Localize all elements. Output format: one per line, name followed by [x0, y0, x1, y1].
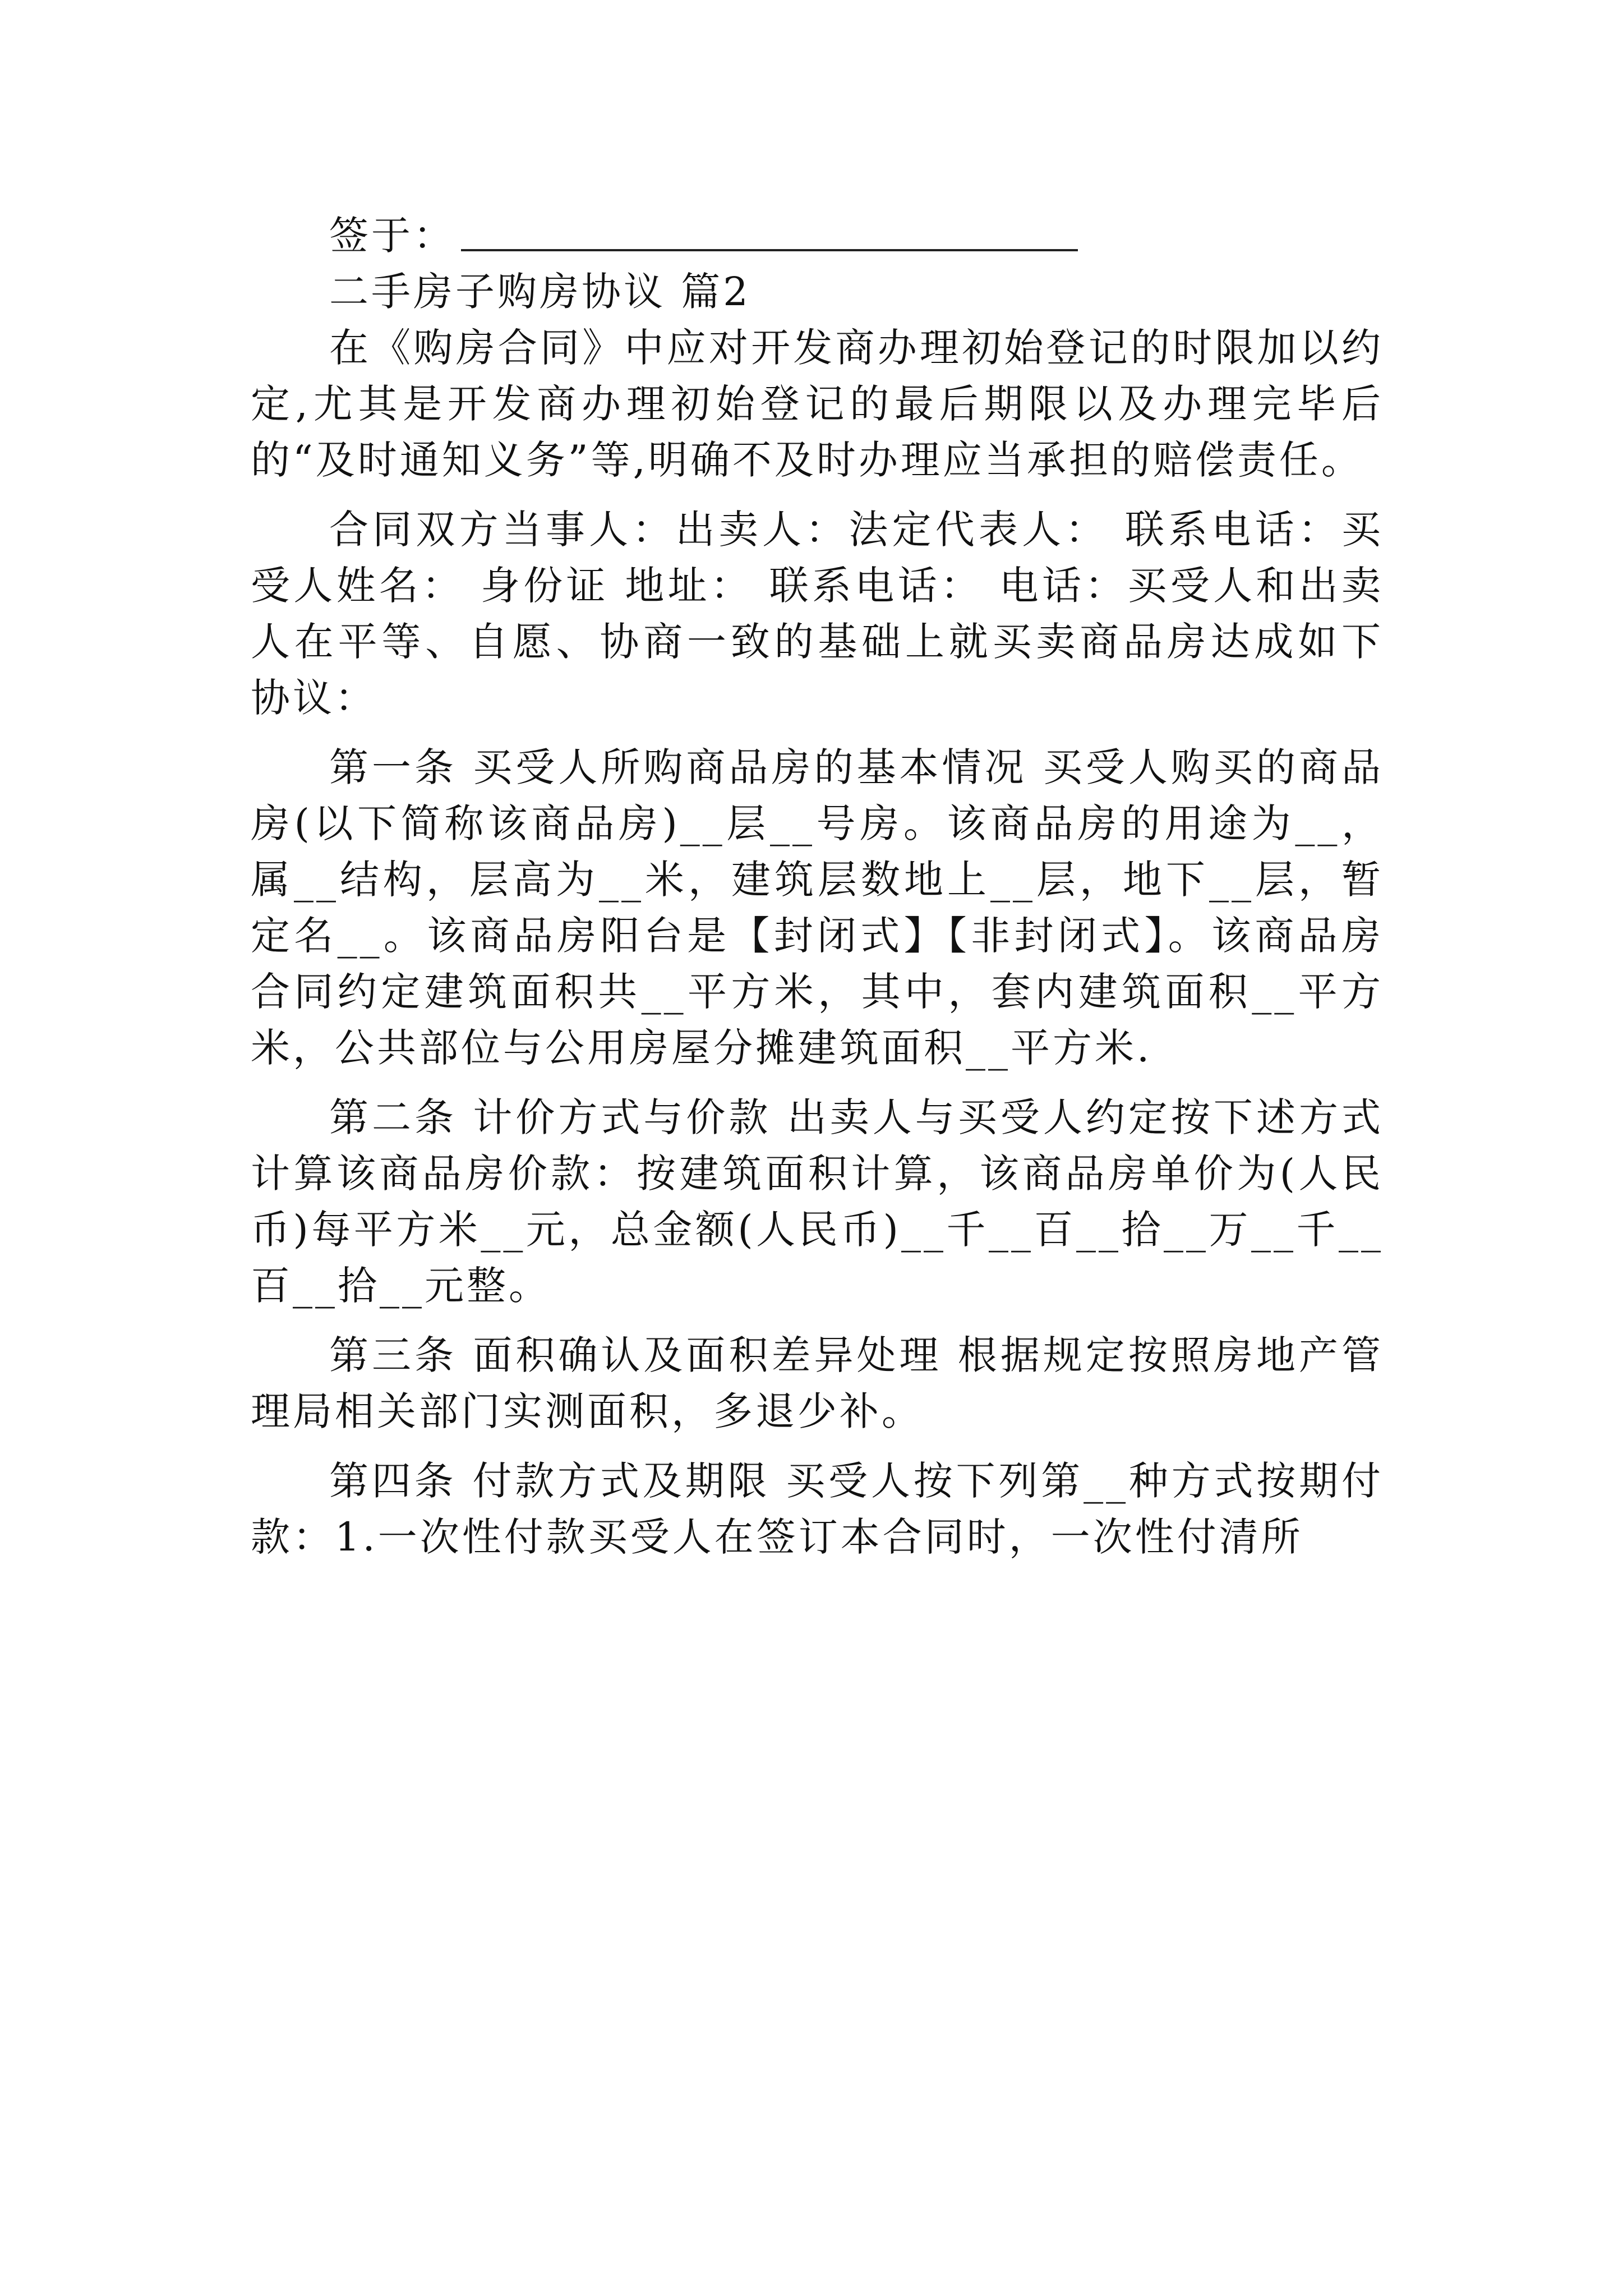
- document-body: [251, 208, 1384, 1565]
- section-heading: 二手房子购房协议 篇2: [329, 269, 751, 315]
- paragraph-registration: 在《购房合同》中应对开发商办理初始登记的时限加以约定,尤其是开发商办理初始登记的最后期限以及办理完毕后的“及时通知义务”等,明确不及时办理应当承担的赔偿责任。: [251, 325, 1384, 483]
- paragraph-article-3: 第三条 面积确认及面积差异处理 根据规定按照房地产管理局相关部门实测面积，多退少补。: [251, 1332, 1384, 1434]
- paragraph-article-4: 第四条 付款方式及期限 买受人按下列第__种方式按期付款：1.一次性付款买受人在签订本合同时，一次性付清所: [251, 1458, 1384, 1560]
- signature-blank: [461, 215, 1078, 251]
- signature-line: [251, 208, 1384, 264]
- paragraph-article-2: 第二条 计价方式与价款 出卖人与买受人约定按下述方式计算该商品房价款：按建筑面积计算，该商品房单价为(人民币)每平方米__元，总金额(人民币)__千__百__拾__万__千__百__拾__元整。: [251, 1094, 1384, 1309]
- signature-label: 签于：: [329, 213, 455, 259]
- paragraph-parties: 合同双方当事人：出卖人：法定代表人： 联系电话：买受人姓名： 身份证 地址： 联系电话： 电话：买受人和出卖人在平等、自愿、协商一致的基础上就买卖商品房达成如下协议：: [251, 507, 1384, 721]
- paragraph-article-1: 第一条 买受人所购商品房的基本情况 买受人购买的商品房(以下简称该商品房)__层__号房。该商品房的用途为__，属__结构，层高为__米，建筑层数地上__层，地下__层，暂定名__。该商品房阳台是【封闭式】【非封闭式】。该商品房合同约定建筑面积共__平方米，其中，套内建筑面积__平方米，公共部位与公用房屋分摊建筑面积__平方米.: [251, 744, 1384, 1071]
